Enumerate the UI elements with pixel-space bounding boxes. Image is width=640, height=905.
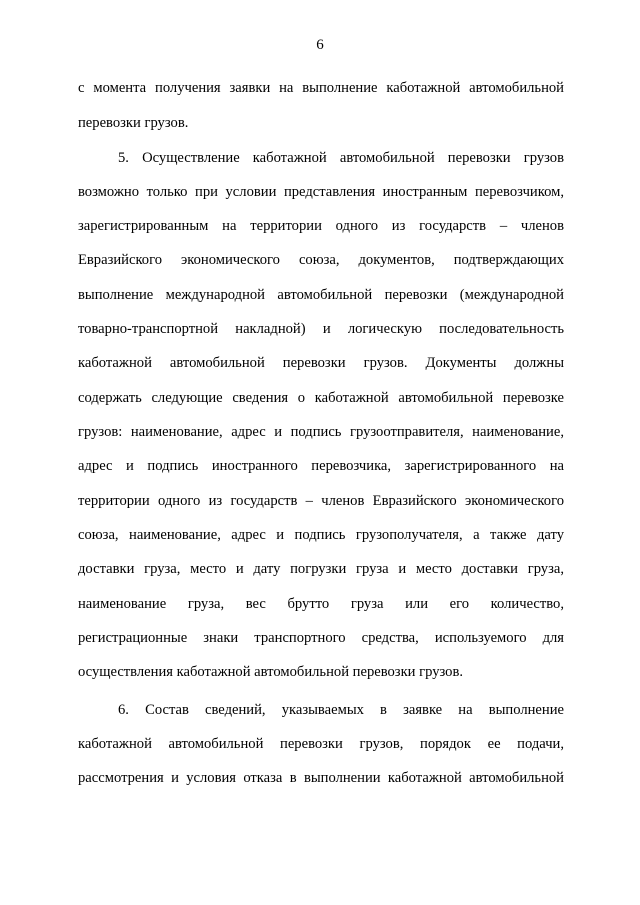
paragraph-line: с момента получения заявки на выполнение каботажной автомобильной xyxy=(78,80,564,96)
page-number: 6 xyxy=(316,37,324,53)
paragraph-line: Евразийского экономического союза, документов, подтверждающих xyxy=(78,252,564,268)
paragraph-line: 6. Состав сведений, указываемых в заявке на выполнение xyxy=(118,702,564,718)
paragraph-line: каботажной автомобильной перевозки грузов, порядок ее подачи, xyxy=(78,736,564,752)
paragraph-line: адрес и подпись иностранного перевозчика, зарегистрированного на xyxy=(78,458,564,474)
paragraph-line: перевозки грузов. xyxy=(78,115,189,131)
paragraph-line: грузов: наименование, адрес и подпись грузоотправителя, наименование, xyxy=(78,424,564,440)
paragraph-line: товарно-транспортной накладной) и логическую последовательность xyxy=(78,321,564,337)
paragraph-line: зарегистрированным на территории одного из государств – членов xyxy=(78,218,564,234)
paragraph-line: наименование груза, вес брутто груза или его количество, xyxy=(78,596,564,612)
paragraph-line: регистрационные знаки транспортного средства, используемого для xyxy=(78,630,564,646)
paragraph-line: союза, наименование, адрес и подпись грузополучателя, а также дату xyxy=(78,527,564,543)
paragraph-line: осуществления каботажной автомобильной перевозки грузов. xyxy=(78,664,464,680)
paragraph-line: выполнение международной автомобильной перевозки (международной xyxy=(78,287,564,303)
paragraph-line: содержать следующие сведения о каботажной автомобильной перевозке xyxy=(78,390,564,406)
paragraph-line: 5. Осуществление каботажной автомобильной перевозки грузов xyxy=(118,150,564,166)
paragraph-line: рассмотрения и условия отказа в выполнении каботажной автомобильной xyxy=(78,770,564,786)
paragraph-line: территории одного из государств – членов Евразийского экономического xyxy=(78,493,564,509)
paragraph-line: возможно только при условии представления иностранным перевозчиком, xyxy=(78,184,564,200)
paragraph-line: каботажной автомобильной перевозки грузов. Документы должны xyxy=(78,355,564,371)
paragraph-line: доставки груза, место и дату погрузки груза и место доставки груза, xyxy=(78,561,564,577)
